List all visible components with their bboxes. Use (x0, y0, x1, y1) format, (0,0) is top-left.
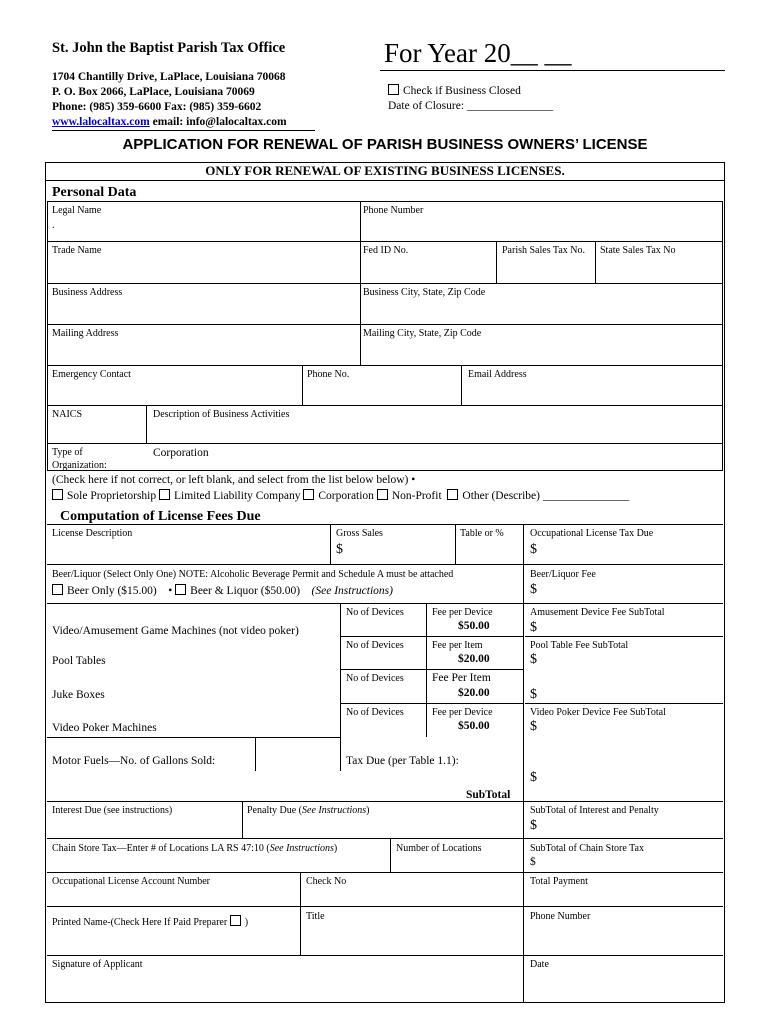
col-divider (426, 603, 427, 737)
video-games-label: Video/Amusement Game Machines (not video poker) (52, 625, 299, 637)
website-link[interactable]: www.lalocaltax.com (52, 116, 150, 128)
business-city-label: Business City, State, Zip Code (363, 287, 486, 298)
row-divider (47, 365, 723, 366)
trade-name-label: Trade Name (52, 245, 102, 256)
col-divider (330, 524, 331, 564)
sole-prop-label: Sole Proprietorship (67, 490, 157, 502)
col-divider (461, 365, 462, 405)
beer-options-row (52, 584, 393, 597)
beer-bullet: • (168, 585, 173, 597)
col-divider (146, 405, 147, 443)
check-no-label: Check No (306, 876, 347, 887)
corporation-label: Corporation (318, 490, 374, 502)
beer-only-checkbox[interactable] (52, 584, 63, 595)
row-divider (525, 703, 723, 704)
col-divider (360, 201, 361, 365)
occ-account-label: Occupational License Account Number (52, 876, 210, 887)
title-label: Title (306, 911, 325, 922)
beer-liquor-checkbox[interactable] (175, 584, 186, 595)
beer-liquor-label: Beer & Liquor ($50.00) (190, 585, 301, 597)
no-devices-label: No of Devices (346, 607, 404, 618)
col-divider (595, 241, 596, 283)
table-pct-label: Table or % (460, 528, 504, 539)
chain-store-label (52, 843, 337, 854)
occ-tax-due-label: Occupational License Tax Due (530, 528, 654, 539)
business-closed-row (388, 84, 521, 97)
org-check-note: (Check here if not correct, or left blank, and select from the list below below) • (52, 474, 416, 486)
header-underline (52, 130, 315, 131)
nonprofit-label: Non-Profit (391, 490, 442, 502)
poker-subtotal-label: Video Poker Device Fee SubTotal (530, 707, 666, 718)
legal-name-value[interactable]: . (52, 220, 55, 231)
business-address-label: Business Address (52, 287, 123, 298)
office-address-2: P. O. Box 2066, LaPlace, Louisiana 70069 (52, 86, 255, 98)
form-subtitle: ONLY FOR RENEWAL OF EXISTING BUSINESS LICENSES. (45, 162, 725, 181)
closure-date[interactable]: Date of Closure: _______________ (388, 100, 554, 112)
signature-label: Signature of Applicant (52, 959, 143, 970)
juke-boxes-label: Juke Boxes (52, 689, 105, 701)
row-divider (47, 324, 723, 325)
occ-tax-dollar[interactable]: $ (530, 542, 537, 557)
nonprofit-checkbox[interactable] (377, 489, 388, 500)
personal-data-heading: Personal Data (52, 185, 137, 200)
total-payment-label: Total Payment (530, 876, 588, 887)
penalty-instructions: See Instructions (302, 805, 367, 816)
corporation-checkbox[interactable] (303, 489, 314, 500)
col-divider (523, 838, 524, 1003)
col-divider (455, 524, 456, 564)
pool-table-fee: $20.00 (458, 653, 490, 665)
amuse-subtotal-dollar[interactable]: $ (530, 620, 537, 635)
col-divider (496, 241, 497, 283)
row-divider (47, 872, 723, 873)
num-locations-label: Number of Locations (396, 843, 482, 854)
gross-sales-dollar[interactable]: $ (336, 542, 343, 557)
motor-fuel-dollar[interactable]: $ (530, 770, 537, 785)
subtotal-chain-label: SubTotal of Chain Store Tax (530, 843, 644, 854)
phone-number-label: Phone Number (363, 205, 424, 216)
row-divider (47, 801, 723, 802)
other-checkbox[interactable] (447, 489, 458, 500)
other-label: Other (Describe) _______________ (462, 490, 630, 502)
sole-prop-checkbox[interactable] (52, 489, 63, 500)
chain-text: Chain Store Tax—Enter # of Locations LA RS 47:10 ( (52, 843, 270, 854)
beer-fee-dollar[interactable]: $ (530, 582, 537, 597)
row-divider (340, 669, 523, 670)
video-game-fee: $50.00 (458, 620, 490, 632)
col-divider (523, 524, 524, 838)
beer-only-label: Beer Only ($15.00) (67, 585, 157, 597)
office-contact (52, 116, 287, 128)
business-closed-label: Check if Business Closed (403, 85, 521, 97)
row-divider (47, 524, 723, 525)
col-divider (340, 737, 341, 771)
row-divider (47, 838, 723, 839)
fee-per-item-label-2: Fee Per Item (432, 672, 491, 684)
penalty-text: Penalty Due ( (247, 805, 302, 816)
subtotal-interest-label: SubTotal of Interest and Penalty (530, 805, 659, 816)
form-year: For Year 20__ __ (384, 38, 572, 68)
pool-tables-label: Pool Tables (52, 655, 106, 667)
fee-per-device-label: Fee per Device (432, 707, 493, 718)
llc-label: Limited Liability Company (174, 490, 301, 502)
subtotal-chain-dollar[interactable]: $ (530, 856, 536, 868)
office-email: email: info@lalocaltax.com (152, 116, 287, 128)
row-divider (340, 636, 523, 637)
row-divider (47, 405, 723, 406)
col-divider (302, 365, 303, 405)
row-divider (47, 603, 723, 604)
fee-per-item-label: Fee per Item (432, 640, 483, 651)
interest-due-label: Interest Due (see instructions) (52, 805, 173, 816)
row-divider (47, 443, 723, 444)
col-divider (300, 872, 301, 955)
no-devices-label: No of Devices (346, 673, 404, 684)
emergency-contact-label: Emergency Contact (52, 369, 131, 380)
pool-subtotal-dollar[interactable]: $ (530, 652, 537, 667)
row-divider (47, 241, 723, 242)
chain-instructions: See Instructions (269, 843, 334, 854)
juke-subtotal-dollar[interactable]: $ (530, 687, 537, 702)
printed-name-label (52, 915, 248, 928)
poker-subtotal-dollar[interactable]: $ (530, 719, 537, 734)
state-sales-tax-label: State Sales Tax No (600, 245, 676, 256)
subtotal-label: SubTotal (466, 789, 511, 801)
type-of-label: Type of (52, 447, 83, 458)
organization-value[interactable]: Corporation (153, 447, 209, 459)
row-divider (47, 906, 723, 907)
beer-fee-label: Beer/Liquor Fee (530, 569, 596, 580)
chain-close: ) (333, 843, 338, 854)
penalty-due-label (247, 805, 370, 816)
business-closed-checkbox[interactable] (388, 84, 399, 95)
email-address-label: Email Address (468, 369, 527, 380)
row-divider (47, 955, 723, 956)
row-divider (47, 564, 723, 565)
beer-instructions: (See Instructions) (311, 585, 393, 597)
col-divider (340, 603, 341, 737)
parish-sales-tax-label: Parish Sales Tax No. (502, 245, 585, 256)
col-divider (255, 737, 256, 771)
organization-label: Organization: (52, 460, 107, 471)
pool-subtotal-label: Pool Table Fee SubTotal (530, 640, 629, 651)
emergency-phone-label: Phone No. (307, 369, 350, 380)
row-divider (47, 283, 723, 284)
subtotal-interest-dollar[interactable]: $ (530, 818, 537, 833)
legal-name-label: Legal Name (52, 205, 102, 216)
video-poker-label: Video Poker Machines (52, 722, 157, 734)
naics-label: NAICS (52, 409, 83, 420)
beer-note: Beer/Liquor (Select Only One) NOTE: Alcoholic Beverage Permit and Schedule A must be attached (52, 569, 454, 580)
llc-checkbox[interactable] (159, 489, 170, 500)
signer-phone-label: Phone Number (530, 911, 591, 922)
year-rule (380, 70, 725, 71)
license-description-label: License Description (52, 528, 133, 539)
tax-due-label: Tax Due (per Table 1.1): (346, 755, 459, 767)
printed-name-close: ) (244, 917, 249, 928)
no-devices-label: No of Devices (346, 707, 404, 718)
org-options-row (52, 489, 629, 502)
mailing-address-label: Mailing Address (52, 328, 119, 339)
fed-id-label: Fed ID No. (363, 245, 409, 256)
no-devices-label: No of Devices (346, 640, 404, 651)
juke-box-fee: $20.00 (458, 687, 490, 699)
col-divider (242, 801, 243, 838)
office-phone-fax: Phone: (985) 359-6600 Fax: (985) 359-6602 (52, 101, 262, 113)
amuse-subtotal-label: Amusement Device Fee SubTotal (530, 607, 665, 618)
penalty-close: ) (366, 805, 370, 816)
office-name: St. John the Baptist Parish Tax Office (52, 40, 286, 56)
mailing-city-label: Mailing City, State, Zip Code (363, 328, 482, 339)
date-label: Date (530, 959, 549, 970)
row-divider (47, 737, 341, 738)
row-divider (525, 636, 723, 637)
gross-sales-label: Gross Sales (336, 528, 383, 539)
fees-heading: Computation of License Fees Due (60, 509, 261, 524)
business-description-label: Description of Business Activities (153, 409, 290, 420)
printed-name-text: Printed Name-(Check Here If Paid Preparer (52, 917, 228, 928)
row-divider (340, 703, 523, 704)
video-poker-fee: $50.00 (458, 720, 490, 732)
application-title: APPLICATION FOR RENEWAL OF PARISH BUSINESS OWNERS’ LICENSE (122, 136, 648, 153)
col-divider (390, 838, 391, 872)
motor-fuels-label: Motor Fuels—No. of Gallons Sold: (52, 755, 216, 767)
office-address-1: 1704 Chantilly Drive, LaPlace, Louisiana 70068 (52, 71, 286, 83)
fee-per-device-label: Fee per Device (432, 607, 493, 618)
paid-preparer-checkbox[interactable] (230, 915, 241, 926)
